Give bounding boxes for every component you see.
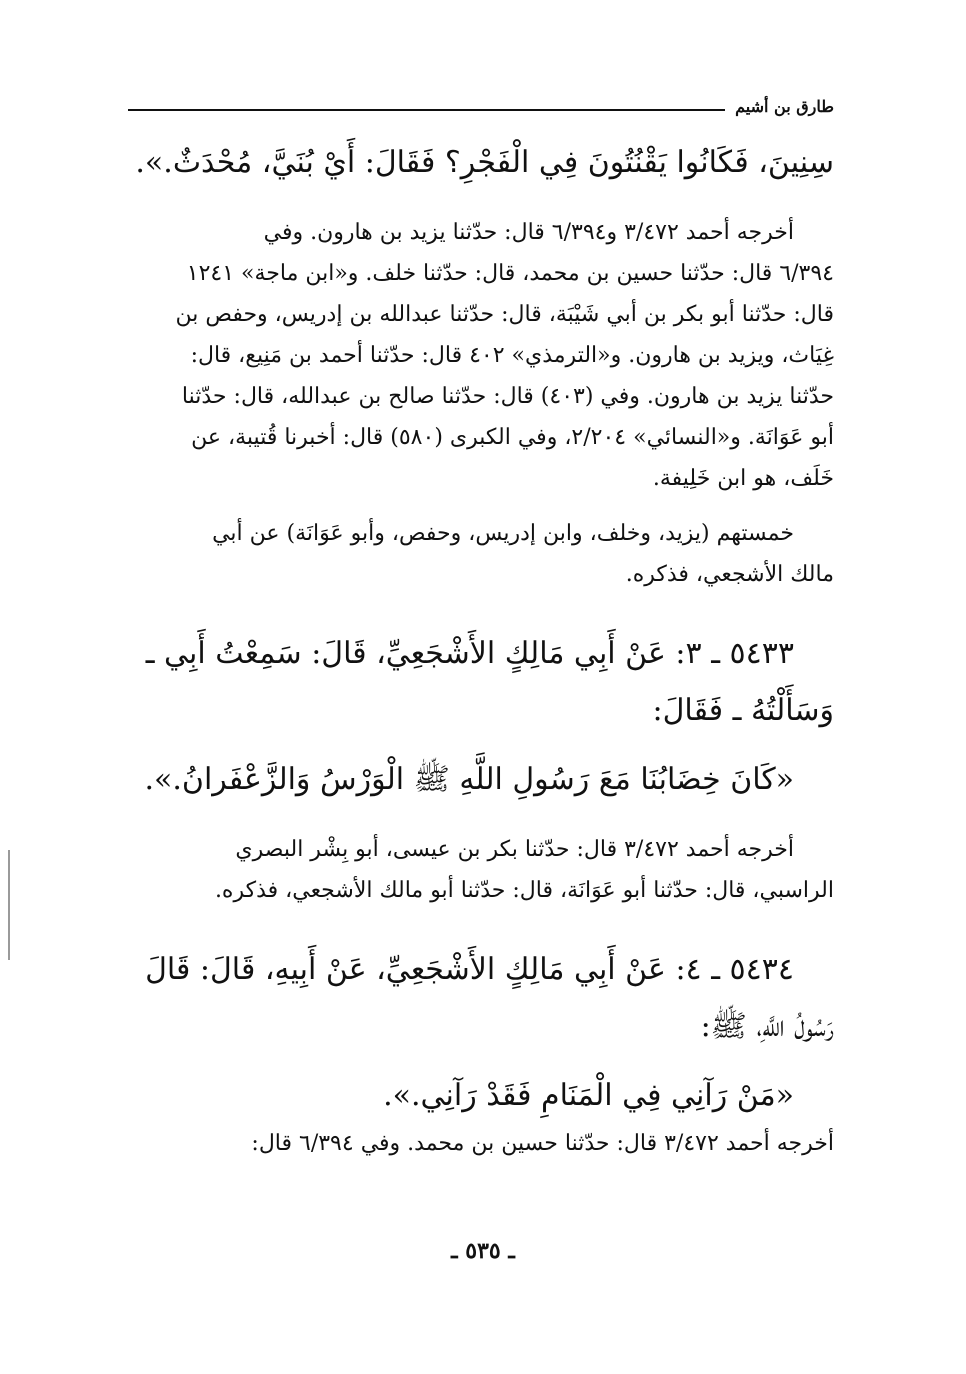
hadith-5433-takhrij xyxy=(128,829,834,911)
hadith-5434-takhrij xyxy=(128,1123,834,1164)
hadith-5434-quote: «مَنْ رَآنِي فِي الْمَنَامِ فَقَدْ رَآنِي.». xyxy=(383,1078,794,1113)
hadith-5434-heading xyxy=(128,941,834,1055)
hadith-heading-line: ٥٤٣٤ ـ ٤: عَنْ أَبِي مَالِكٍ الأَشْجَعِيِّ، عَنْ أَبِيهِ، قَالَ: قَالَ xyxy=(145,952,794,987)
hadith-5433-quote: «كَانَ خِضَابُنَا مَعَ رَسُولِ اللَّهِ ﷺ الْوَرْسُ وَالزَّعْفَرانُ.». xyxy=(144,762,794,797)
hadith-heading-line: رَسُولُ اللَّهِ، ﷺ: xyxy=(700,1009,834,1044)
summary-paragraph-1 xyxy=(128,513,834,595)
hadith-heading-line: ٥٤٣٣ ـ ٣: عَنْ أَبِي مَالِكٍ الأَشْجَعِيِّ، قَالَ: سَمِعْتُ أَبِي ـ xyxy=(145,636,794,671)
text-line: أخرجه أحمد ٣/٤٧٢ قال: حدّثنا بكر بن عيسى، أبو بِشْر البصري xyxy=(235,837,794,862)
text-line: الراسبي، قال: حدّثنا أبو عَوَانَة، قال: حدّثنا أبو مالك الأشجعي، فذكره. xyxy=(214,878,834,903)
page-content xyxy=(128,136,834,1164)
text-line: خمستهم (يزيد، وخلف، وابن إدريس، وحفص، وأبو عَوَانَة) عن أبي xyxy=(212,521,794,546)
hadith-heading-line: وَسَأَلْتُهُ ـ فَقَالَ: xyxy=(652,693,834,728)
page-number: ـ ٥٣٥ ـ xyxy=(451,1238,515,1264)
text-line: مالك الأشجعي، فذكره. xyxy=(625,562,834,587)
running-title: طارق بن أشيم xyxy=(735,96,834,116)
opening-verse-line: سِنِينَ، فَكَانُوا يَقْنُتُونَ فِي الْفَجْرِ؟ فَقَالَ: أَيْ بُنَيَّ، مُحْدَثٌ.». xyxy=(135,145,834,180)
scan-edge-mark xyxy=(8,850,10,960)
text-line: قال: حدّثنا أبو بكر بن أبي شَيْبَة، قال: حدّثنا عبدالله بن إدريس، وحفص بن xyxy=(175,302,834,327)
running-header xyxy=(128,92,834,120)
text-line: حدّثنا يزيد بن هارون. وفي (٤٠٣) قال: حدّثنا صالح بن عبدالله، قال: حدّثنا xyxy=(181,384,834,409)
header-rule xyxy=(128,109,725,111)
takhrij-paragraph-1 xyxy=(128,212,834,499)
hadith-5433-heading xyxy=(128,625,834,739)
text-line: ٦/٣٩٤ قال: حدّثنا حسين بن محمد، قال: حدّثنا خلف. و«ابن ماجة» ١٢٤١ xyxy=(186,261,834,286)
text-line: أبو عَوَانَة. و«النسائي» ٢/٢٠٤، وفي الكبرى (٥٨٠) قال: أخبرنا قُتيبة، عن xyxy=(191,425,834,450)
text-line: خَلَف، هو ابن خَلِيفة. xyxy=(652,466,834,491)
text-line: أخرجه أحمد ٣/٤٧٢ قال: حدّثنا حسين بن محمد. وفي ٦/٣٩٤ قال: xyxy=(251,1131,834,1156)
text-line: غِيَاث، ويزيد بن هارون. و«الترمذي» ٤٠٢ قال: حدّثنا أحمد بن مَنِيع، قال: xyxy=(190,343,834,368)
text-line: أخرجه أحمد ٣/٤٧٢ و٦/٣٩٤ قال: حدّثنا يزيد بن هارون. وفي xyxy=(263,220,794,245)
